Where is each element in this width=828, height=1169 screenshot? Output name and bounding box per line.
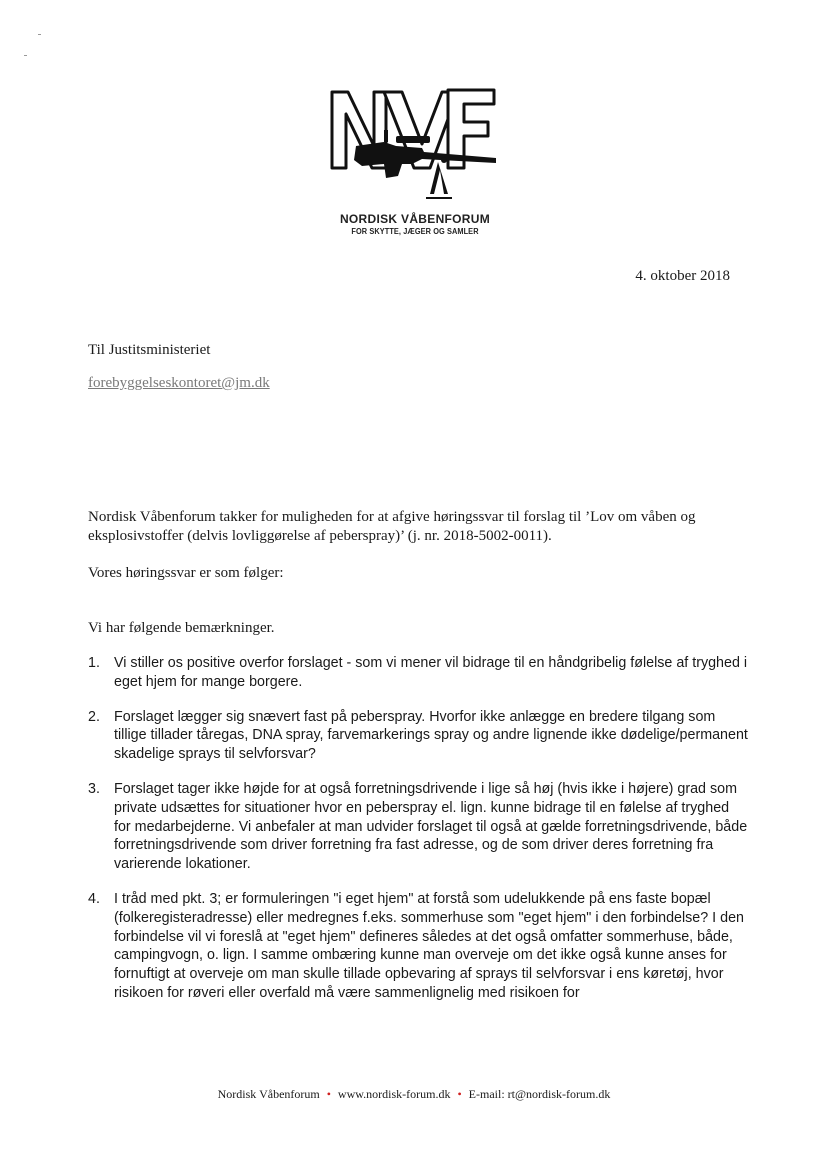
footer-website-link[interactable]: www.nordisk-forum.dk [337,1087,451,1101]
letter-date: 4. oktober 2018 [635,268,730,284]
list-item-number: 2. [88,708,100,725]
list-item-text: Forslaget tager ikke højde for at også forretningsdrivende i lige så høj (hvis ikke i højere) grad som private udsættes for situationer hvor en peberspray el. lign. kunne bidrage til en følelse af tryghed for medarbejderne. Vi anbefaler at man udvider forslaget til også at gælde forretningsdrivende, både forretningsdrivende som driver forretning fra fast adresse, og de som driver deres forretning fra varierende lokationer. [114,780,748,873]
list-item [88,890,748,1003]
list-item-number: 3. [88,780,100,797]
page-footer [0,1087,828,1102]
nvf-rifle-logo-icon [326,80,504,215]
list-item [88,780,748,874]
list-item [88,654,748,692]
remarks-heading: Vi har følgende bemærkninger. [88,620,275,636]
list-item-number: 1. [88,655,100,671]
list-item-text: Vi stiller os positive overfor forslaget - som vi mener vil bidrage til en håndgribelig følelse af tryghed i eget hjem for mange borgere. [114,655,748,690]
footer-separator: • [326,1087,331,1101]
organization-subtitle: FOR SKYTTE, JÆGER OG SAMLER [351,227,479,236]
recipient: Til Justitsministeriet [88,342,211,358]
letterhead-logo [326,80,504,240]
remarks-list [88,654,748,1019]
list-item-text: I tråd med pkt. 3; er formuleringen "i eget hjem" at forstå som udelukkende på ens faste bopæl (folkeregisteradresse) eller medregnes f.eks. sommerhuse som "eget hjem" i den forbindelse? I den forbindelse vil vi foreslå at "eget hjem" defineres således at det også omfatter sommerhuse, både, campingvogn, o. lign. I samme ombæring kunne man overveje om det ikke også kunne anses for fornuftigt at overveje om man skulle tillade opbevaring af sprays til selvforsvar i ens køretøj, hvor risikoen for røveri eller overfald må være sammenlignelig med risikoen for [114,890,744,1001]
list-item [88,708,748,764]
intro-paragraph: Nordisk Våbenforum takker for muligheden for at afgive høringssvar til forslag til ’Lov om våben og eksplosivstoffer (delvis lovliggørelse af peberspray)’ (j. nr. 2018-5002-0011). [88,509,696,544]
footer-email-label: E-mail: [468,1087,505,1101]
response-intro: Vores høringssvar er som følger: [88,565,284,581]
list-item-number: 4. [88,890,100,907]
footer-org: Nordisk Våbenforum [217,1087,320,1101]
organization-name: NORDISK VÅBENFORUM [339,212,491,226]
footer-separator: • [457,1087,462,1101]
list-item-text: Forslaget lægger sig snævert fast på peberspray. Hvorfor ikke anlægge en bredere tilgang som tillige tillader tåregas, DNA spray, farvemarkerings spray og andre lignende ikke dødelige/permanent skadelige sprays til selvforsvar? [114,708,748,763]
scan-speck [24,55,27,56]
footer-email-link[interactable]: rt@nordisk-forum.dk [507,1087,611,1101]
scan-speck [38,34,41,35]
recipient-email-link[interactable]: forebyggelseskontoret@jm.dk [88,375,270,391]
